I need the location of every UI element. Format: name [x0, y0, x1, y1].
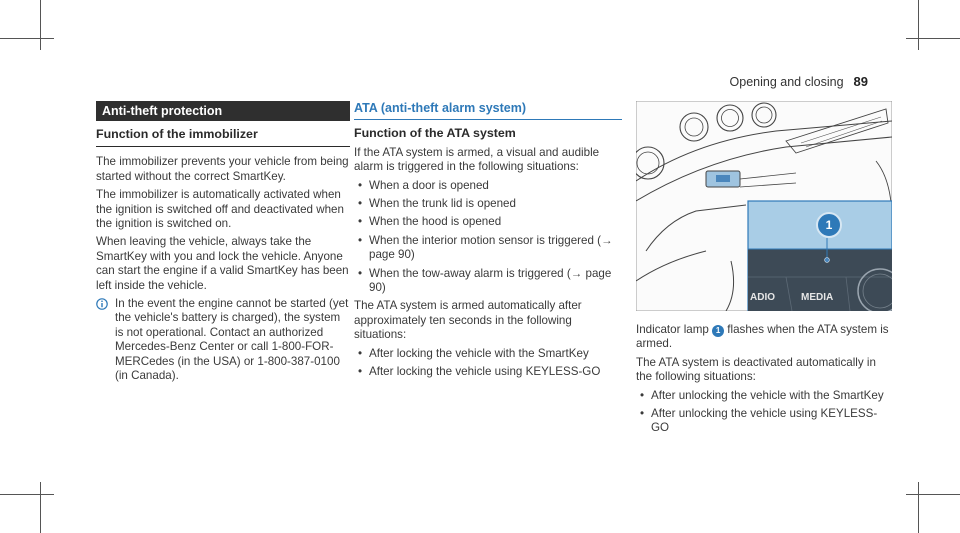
indicator-suffix: flashes when the ATA system is armed.: [636, 323, 889, 351]
paragraph: The immobilizer prevents your vehicle from being started without the correct SmartKey.: [96, 155, 349, 183]
subheading-ata-function: Function of the ATA system: [354, 126, 516, 141]
crop-mark: [918, 482, 919, 533]
info-note-icon: [96, 298, 108, 314]
armed-list: [354, 347, 622, 380]
dashboard-illustration: [636, 101, 892, 311]
page-header: [730, 74, 868, 89]
figure-callout-1: 1: [816, 212, 842, 238]
radio-button-label: ADIO: [750, 292, 775, 303]
page-number: 89: [853, 74, 868, 89]
crop-mark: [0, 494, 54, 495]
list-item: • When the interior motion sensor is triggered (→ page 90): [354, 234, 622, 263]
crop-mark: [0, 38, 54, 39]
section-title-ata: ATA (anti-theft alarm system): [354, 101, 622, 120]
deactivated-list: [636, 389, 892, 436]
list-item: • After unlocking the vehicle with the SmartKey: [636, 389, 892, 403]
paragraph: The immobilizer is automatically activated when the ignition is switched off and deactivated when the ignition is switched on.: [96, 188, 344, 231]
indicator-prefix: Indicator lamp: [636, 323, 709, 336]
list-item: • When the hood is opened: [354, 215, 622, 229]
header-section: Opening and closing: [729, 75, 844, 89]
crop-mark: [40, 482, 41, 533]
crop-mark: [906, 38, 960, 39]
column-immobilizer: [96, 101, 350, 384]
trigger-list: [354, 179, 622, 296]
paragraph: The ATA system is armed automatically after approximately ten seconds in the following situations:: [354, 299, 582, 342]
note-text: In the event the engine cannot be started (yet the vehicle's battery is charged), the system is not operational. Contact an authorized Mercedes-Benz Center or call 1-800-FOR-MERCedes (in the USA) or 1-800-387-0100 (in Canada).: [115, 297, 349, 383]
list-item: • After locking the vehicle with the SmartKey: [354, 347, 622, 361]
list-item: • After unlocking the vehicle using KEYLESS-GO: [636, 407, 892, 436]
section-title-anti-theft: Anti-theft protection: [96, 101, 350, 121]
paragraph: If the ATA system is armed, a visual and audible alarm is triggered in the following situations:: [354, 145, 600, 174]
paragraph: When leaving the vehicle, always take the SmartKey with you and lock the vehicle. Anyone can start the engine if a valid SmartKey has been left inside the vehicle.: [96, 235, 349, 292]
list-item: • After locking the vehicle using KEYLESS-GO: [354, 365, 622, 379]
crop-mark: [918, 0, 919, 50]
list-item: • When a door is opened: [354, 179, 622, 193]
crop-mark: [906, 494, 960, 495]
note-block: [96, 297, 350, 383]
crop-mark: [40, 0, 41, 50]
list-item: • When the trunk lid is opened: [354, 197, 622, 211]
indicator-paragraph: [636, 323, 892, 352]
list-item: • When the tow-away alarm is triggered (→ page 90): [354, 267, 622, 296]
subheading-immobilizer: Function of the immobilizer: [96, 121, 350, 147]
column-ata: [354, 101, 622, 384]
media-button-label: MEDIA: [801, 292, 834, 303]
paragraph: The ATA system is deactivated automatically in the following situations:: [636, 355, 876, 384]
indicator-badge: 1: [712, 325, 724, 337]
column-figure: [636, 101, 892, 440]
